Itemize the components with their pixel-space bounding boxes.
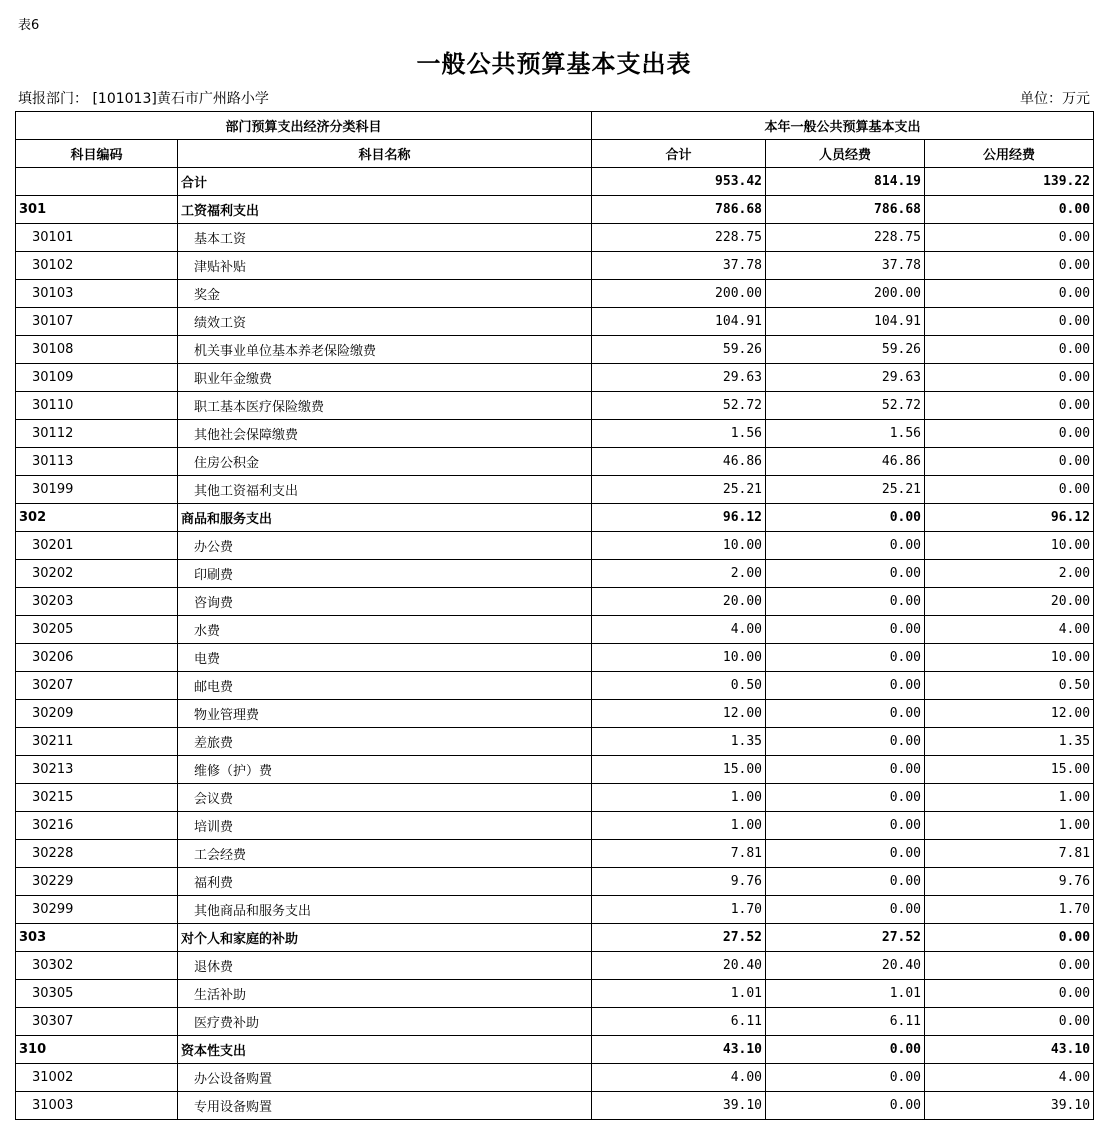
- cell-total: 1.00: [592, 812, 766, 840]
- table-row: [16, 1036, 1094, 1064]
- cell-code: 30211: [16, 728, 178, 756]
- table-row: [16, 756, 1094, 784]
- cell-name: 专用设备购置: [178, 1092, 592, 1120]
- cell-total: 200.00: [592, 280, 766, 308]
- cell-public: 139.22: [925, 168, 1094, 196]
- cell-code: 30108: [16, 336, 178, 364]
- cell-code: 310: [16, 1036, 178, 1064]
- cell-total: 10.00: [592, 532, 766, 560]
- cell-code: 30201: [16, 532, 178, 560]
- cell-personnel: 814.19: [766, 168, 925, 196]
- cell-personnel: 29.63: [766, 364, 925, 392]
- cell-code: 303: [16, 924, 178, 952]
- cell-code: 30307: [16, 1008, 178, 1036]
- cell-personnel: 0.00: [766, 616, 925, 644]
- cell-total: 0.50: [592, 672, 766, 700]
- table-row: [16, 952, 1094, 980]
- cell-code: 301: [16, 196, 178, 224]
- table-row: [16, 896, 1094, 924]
- cell-public: 1.35: [925, 728, 1094, 756]
- cell-code: 30302: [16, 952, 178, 980]
- cell-code: 30113: [16, 448, 178, 476]
- cell-total: 59.26: [592, 336, 766, 364]
- table-row: [16, 196, 1094, 224]
- cell-name: 维修（护）费: [178, 756, 592, 784]
- cell-personnel: 200.00: [766, 280, 925, 308]
- cell-code: 30110: [16, 392, 178, 420]
- table-row: [16, 420, 1094, 448]
- cell-total: 27.52: [592, 924, 766, 952]
- table-row: [16, 644, 1094, 672]
- cell-public: 0.00: [925, 420, 1094, 448]
- table-row: [16, 476, 1094, 504]
- cell-public: 1.00: [925, 784, 1094, 812]
- table-body: [16, 168, 1094, 1120]
- cell-name: 基本工资: [178, 224, 592, 252]
- cell-code: 30203: [16, 588, 178, 616]
- header-group-row: [16, 112, 1094, 140]
- table-row: [16, 840, 1094, 868]
- cell-code: 302: [16, 504, 178, 532]
- cell-name: 其他社会保障缴费: [178, 420, 592, 448]
- cell-total: 20.40: [592, 952, 766, 980]
- cell-personnel: 59.26: [766, 336, 925, 364]
- table-row: [16, 728, 1094, 756]
- cell-name: 会议费: [178, 784, 592, 812]
- cell-name: 培训费: [178, 812, 592, 840]
- cell-personnel: 786.68: [766, 196, 925, 224]
- cell-personnel: 0.00: [766, 1036, 925, 1064]
- cell-name: 住房公积金: [178, 448, 592, 476]
- table-row: [16, 336, 1094, 364]
- cell-code: 30102: [16, 252, 178, 280]
- table-row: [16, 560, 1094, 588]
- cell-code: 30229: [16, 868, 178, 896]
- cell-code: 30112: [16, 420, 178, 448]
- cell-name: 津贴补贴: [178, 252, 592, 280]
- cell-total: 786.68: [592, 196, 766, 224]
- cell-public: 20.00: [925, 588, 1094, 616]
- table-row: [16, 588, 1094, 616]
- cell-name: 办公设备购置: [178, 1064, 592, 1092]
- cell-personnel: 0.00: [766, 784, 925, 812]
- cell-name: 职业年金缴费: [178, 364, 592, 392]
- cell-total: 228.75: [592, 224, 766, 252]
- cell-public: 10.00: [925, 532, 1094, 560]
- cell-public: 0.00: [925, 196, 1094, 224]
- cell-name: 绩效工资: [178, 308, 592, 336]
- header-group-right: 本年一般公共预算基本支出: [592, 112, 1094, 140]
- cell-name: 其他工资福利支出: [178, 476, 592, 504]
- department-label: 填报部门： [101013]黄石市广州路小学: [18, 91, 269, 107]
- cell-total: 1.56: [592, 420, 766, 448]
- cell-public: 0.00: [925, 392, 1094, 420]
- cell-personnel: 0.00: [766, 672, 925, 700]
- cell-personnel: 0.00: [766, 1092, 925, 1120]
- table-row: [16, 1008, 1094, 1036]
- cell-public: 7.81: [925, 840, 1094, 868]
- header-personnel: 人员经费: [766, 140, 925, 168]
- cell-personnel: 6.11: [766, 1008, 925, 1036]
- cell-personnel: 0.00: [766, 644, 925, 672]
- cell-public: 15.00: [925, 756, 1094, 784]
- cell-total: 1.00: [592, 784, 766, 812]
- cell-total: 4.00: [592, 616, 766, 644]
- cell-name: 其他商品和服务支出: [178, 896, 592, 924]
- cell-personnel: 0.00: [766, 868, 925, 896]
- budget-table: [15, 111, 1094, 1120]
- header-group-left: 部门预算支出经济分类科目: [16, 112, 592, 140]
- cell-public: 0.00: [925, 952, 1094, 980]
- cell-name: 职工基本医疗保险缴费: [178, 392, 592, 420]
- cell-personnel: 52.72: [766, 392, 925, 420]
- cell-public: 39.10: [925, 1092, 1094, 1120]
- cell-code: 30107: [16, 308, 178, 336]
- cell-code: 30299: [16, 896, 178, 924]
- cell-code: 30213: [16, 756, 178, 784]
- page-title: 一般公共预算基本支出表: [416, 49, 692, 78]
- table-tag: 表6: [18, 18, 40, 33]
- header-code: 科目编码: [16, 140, 178, 168]
- cell-total: 29.63: [592, 364, 766, 392]
- cell-code: 30103: [16, 280, 178, 308]
- cell-personnel: 104.91: [766, 308, 925, 336]
- cell-personnel: 228.75: [766, 224, 925, 252]
- cell-total: 7.81: [592, 840, 766, 868]
- cell-personnel: 20.40: [766, 952, 925, 980]
- header-public: 公用经费: [925, 140, 1094, 168]
- cell-total: 37.78: [592, 252, 766, 280]
- cell-name: 物业管理费: [178, 700, 592, 728]
- cell-code: 30205: [16, 616, 178, 644]
- cell-public: 0.00: [925, 980, 1094, 1008]
- table-row: [16, 448, 1094, 476]
- table-row: [16, 308, 1094, 336]
- header-total: 合计: [592, 140, 766, 168]
- cell-name: 水费: [178, 616, 592, 644]
- cell-name: 商品和服务支出: [178, 504, 592, 532]
- cell-public: 0.00: [925, 224, 1094, 252]
- table-row: [16, 364, 1094, 392]
- cell-total: 10.00: [592, 644, 766, 672]
- cell-code: 30206: [16, 644, 178, 672]
- cell-personnel: 37.78: [766, 252, 925, 280]
- cell-public: 0.00: [925, 1008, 1094, 1036]
- cell-personnel: 27.52: [766, 924, 925, 952]
- cell-public: 0.00: [925, 308, 1094, 336]
- cell-name: 邮电费: [178, 672, 592, 700]
- cell-personnel: 0.00: [766, 728, 925, 756]
- cell-code: 30207: [16, 672, 178, 700]
- cell-name: 福利费: [178, 868, 592, 896]
- table-row: [16, 1064, 1094, 1092]
- cell-code: [16, 168, 178, 196]
- cell-personnel: 0.00: [766, 700, 925, 728]
- cell-name: 电费: [178, 644, 592, 672]
- cell-name: 对个人和家庭的补助: [178, 924, 592, 952]
- cell-name: 机关事业单位基本养老保险缴费: [178, 336, 592, 364]
- table-row: [16, 280, 1094, 308]
- cell-name: 差旅费: [178, 728, 592, 756]
- cell-name: 工资福利支出: [178, 196, 592, 224]
- table-row: [16, 616, 1094, 644]
- unit-label: 单位：万元: [1020, 91, 1090, 107]
- cell-name: 合计: [178, 168, 592, 196]
- cell-code: 30202: [16, 560, 178, 588]
- cell-total: 12.00: [592, 700, 766, 728]
- cell-code: 30101: [16, 224, 178, 252]
- header-row: [16, 140, 1094, 168]
- cell-total: 25.21: [592, 476, 766, 504]
- cell-personnel: 0.00: [766, 588, 925, 616]
- table-row: [16, 812, 1094, 840]
- cell-personnel: 0.00: [766, 532, 925, 560]
- cell-total: 43.10: [592, 1036, 766, 1064]
- table-row: [16, 224, 1094, 252]
- cell-public: 10.00: [925, 644, 1094, 672]
- cell-personnel: 1.01: [766, 980, 925, 1008]
- cell-personnel: 0.00: [766, 504, 925, 532]
- table-row: [16, 980, 1094, 1008]
- cell-public: 0.50: [925, 672, 1094, 700]
- cell-total: 6.11: [592, 1008, 766, 1036]
- cell-public: 0.00: [925, 364, 1094, 392]
- cell-code: 30109: [16, 364, 178, 392]
- cell-public: 0.00: [925, 336, 1094, 364]
- table-row: [16, 168, 1094, 196]
- cell-personnel: 0.00: [766, 756, 925, 784]
- cell-personnel: 0.00: [766, 812, 925, 840]
- cell-total: 46.86: [592, 448, 766, 476]
- table-row: [16, 672, 1094, 700]
- table-row: [16, 700, 1094, 728]
- cell-public: 9.76: [925, 868, 1094, 896]
- cell-total: 15.00: [592, 756, 766, 784]
- cell-public: 1.70: [925, 896, 1094, 924]
- cell-total: 1.01: [592, 980, 766, 1008]
- cell-public: 2.00: [925, 560, 1094, 588]
- cell-personnel: 46.86: [766, 448, 925, 476]
- cell-public: 4.00: [925, 616, 1094, 644]
- cell-personnel: 0.00: [766, 560, 925, 588]
- cell-personnel: 1.56: [766, 420, 925, 448]
- cell-name: 印刷费: [178, 560, 592, 588]
- header-name: 科目名称: [178, 140, 592, 168]
- cell-code: 30305: [16, 980, 178, 1008]
- cell-total: 953.42: [592, 168, 766, 196]
- table-row: [16, 1092, 1094, 1120]
- cell-public: 0.00: [925, 448, 1094, 476]
- table-row: [16, 504, 1094, 532]
- cell-total: 96.12: [592, 504, 766, 532]
- cell-name: 医疗费补助: [178, 1008, 592, 1036]
- cell-public: 0.00: [925, 476, 1094, 504]
- cell-public: 1.00: [925, 812, 1094, 840]
- cell-code: 30216: [16, 812, 178, 840]
- cell-personnel: 0.00: [766, 840, 925, 868]
- table-row: [16, 392, 1094, 420]
- cell-total: 9.76: [592, 868, 766, 896]
- cell-total: 52.72: [592, 392, 766, 420]
- cell-personnel: 25.21: [766, 476, 925, 504]
- cell-public: 43.10: [925, 1036, 1094, 1064]
- cell-personnel: 0.00: [766, 1064, 925, 1092]
- cell-total: 4.00: [592, 1064, 766, 1092]
- cell-code: 30228: [16, 840, 178, 868]
- cell-code: 30215: [16, 784, 178, 812]
- table-row: [16, 784, 1094, 812]
- cell-total: 20.00: [592, 588, 766, 616]
- table-row: [16, 924, 1094, 952]
- cell-name: 工会经费: [178, 840, 592, 868]
- cell-public: 96.12: [925, 504, 1094, 532]
- cell-name: 生活补助: [178, 980, 592, 1008]
- cell-public: 0.00: [925, 924, 1094, 952]
- cell-name: 资本性支出: [178, 1036, 592, 1064]
- cell-total: 104.91: [592, 308, 766, 336]
- cell-code: 30199: [16, 476, 178, 504]
- cell-personnel: 0.00: [766, 896, 925, 924]
- cell-name: 办公费: [178, 532, 592, 560]
- cell-total: 1.35: [592, 728, 766, 756]
- cell-name: 退休费: [178, 952, 592, 980]
- table-row: [16, 532, 1094, 560]
- cell-public: 0.00: [925, 280, 1094, 308]
- cell-total: 39.10: [592, 1092, 766, 1120]
- cell-name: 奖金: [178, 280, 592, 308]
- cell-total: 1.70: [592, 896, 766, 924]
- cell-public: 12.00: [925, 700, 1094, 728]
- cell-code: 30209: [16, 700, 178, 728]
- cell-public: 4.00: [925, 1064, 1094, 1092]
- table-row: [16, 252, 1094, 280]
- cell-code: 31003: [16, 1092, 178, 1120]
- cell-public: 0.00: [925, 252, 1094, 280]
- cell-total: 2.00: [592, 560, 766, 588]
- cell-name: 咨询费: [178, 588, 592, 616]
- cell-code: 31002: [16, 1064, 178, 1092]
- table-row: [16, 868, 1094, 896]
